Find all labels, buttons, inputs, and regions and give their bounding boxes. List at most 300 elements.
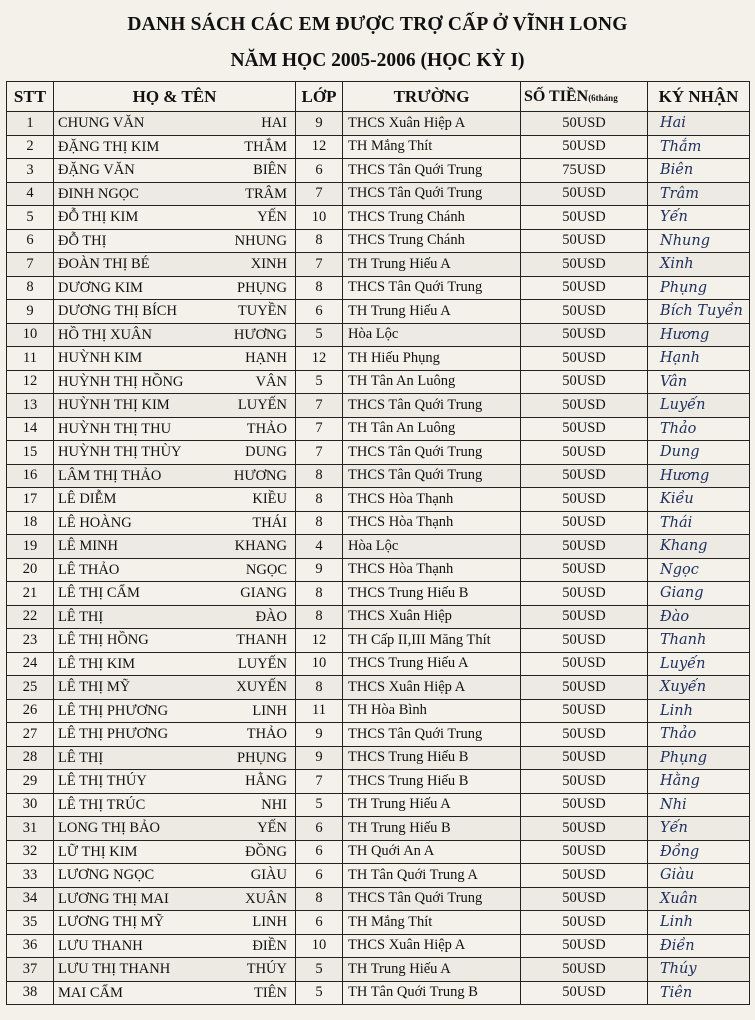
cell-school: TH Mắng Thít — [343, 135, 521, 159]
table-row — [7, 981, 750, 1005]
cell-stt: 19 — [7, 535, 54, 559]
cell-stt: 32 — [7, 840, 54, 864]
cell-grade: 9 — [296, 112, 343, 136]
name-first-part: LÊ HOÀNG — [58, 514, 132, 531]
name-first-part: LỮ THỊ KIM — [58, 843, 138, 860]
cell-signature: Thảo — [648, 417, 750, 441]
name-first-part: LÊ THỊ — [58, 608, 104, 625]
table-row — [7, 441, 750, 465]
cell-money: 50USD — [521, 112, 648, 136]
table-row — [7, 135, 750, 159]
cell-grade: 7 — [296, 770, 343, 794]
cell-signature: Nhung — [648, 229, 750, 253]
name-first-part: LƯƠNG NGỌC — [58, 867, 155, 883]
name-given: THANH — [236, 632, 287, 648]
cell-name — [54, 511, 296, 535]
cell-school: TH Trung Hiếu A — [343, 793, 521, 817]
cell-stt: 29 — [7, 770, 54, 794]
recipients-table — [6, 81, 750, 1005]
table-row — [7, 699, 750, 723]
table-row — [7, 535, 750, 559]
cell-money: 50USD — [521, 840, 648, 864]
header-money-label: SỐ TIỀN — [524, 87, 589, 105]
cell-stt: 2 — [7, 135, 54, 159]
cell-signature: Hằng — [648, 770, 750, 794]
cell-school: THCS Xuân Hiệp A — [343, 934, 521, 958]
cell-stt: 10 — [7, 323, 54, 347]
name-first-part: LÊ THỊ PHƯƠNG — [58, 702, 169, 719]
name-given: TRÂM — [245, 185, 287, 202]
cell-school: THCS Tân Quới Trung — [343, 159, 521, 183]
name-first-part: ĐINH NGỌC — [58, 185, 139, 202]
cell-money: 50USD — [521, 958, 648, 982]
name-first-part: LÊ THỊ CẨM — [58, 585, 140, 601]
cell-signature: Thảo — [648, 723, 750, 747]
cell-school: TH Tân Quới Trung B — [343, 981, 521, 1005]
cell-signature: Xinh — [648, 253, 750, 277]
name-first-part: HUỲNH KIM — [58, 350, 143, 366]
cell-school: THCS Xuân Hiệp A — [343, 676, 521, 700]
table-row — [7, 582, 750, 606]
name-given: PHỤNG — [237, 749, 287, 766]
name-first-part: LÊ MINH — [58, 538, 119, 554]
cell-stt: 31 — [7, 817, 54, 841]
cell-name — [54, 441, 296, 465]
cell-name — [54, 464, 296, 488]
cell-school: THCS Hòa Thạnh — [343, 511, 521, 535]
cell-stt: 34 — [7, 887, 54, 911]
cell-school: THCS Hòa Thạnh — [343, 558, 521, 582]
cell-grade: 8 — [296, 887, 343, 911]
cell-grade: 10 — [296, 652, 343, 676]
table-row — [7, 558, 750, 582]
cell-money: 50USD — [521, 652, 648, 676]
cell-stt: 38 — [7, 981, 54, 1005]
cell-money: 50USD — [521, 370, 648, 394]
cell-grade: 8 — [296, 229, 343, 253]
cell-money: 50USD — [521, 417, 648, 441]
cell-school: THCS Tân Quới Trung — [343, 464, 521, 488]
cell-grade: 6 — [296, 817, 343, 841]
cell-signature: Thanh — [648, 629, 750, 653]
table-row — [7, 605, 750, 629]
name-first-part: DƯƠNG THỊ BÍCH — [58, 303, 177, 319]
cell-signature: Đồng — [648, 840, 750, 864]
cell-grade: 8 — [296, 605, 343, 629]
cell-signature: Biên — [648, 159, 750, 183]
name-first-part: ĐẶNG THỊ KIM — [58, 138, 160, 155]
cell-signature: Điền — [648, 934, 750, 958]
cell-stt: 15 — [7, 441, 54, 465]
table-row — [7, 370, 750, 394]
cell-name — [54, 558, 296, 582]
cell-stt: 30 — [7, 793, 54, 817]
cell-signature: Hai — [648, 112, 750, 136]
cell-name — [54, 793, 296, 817]
cell-money: 50USD — [521, 558, 648, 582]
cell-name — [54, 934, 296, 958]
cell-name — [54, 746, 296, 770]
cell-grade: 12 — [296, 629, 343, 653]
header-grade: LỚP — [296, 82, 343, 112]
cell-signature: Xuyến — [648, 676, 750, 700]
cell-stt: 22 — [7, 605, 54, 629]
cell-money: 50USD — [521, 723, 648, 747]
cell-grade: 11 — [296, 699, 343, 723]
cell-stt: 35 — [7, 911, 54, 935]
name-given: YẾN — [257, 209, 287, 225]
cell-signature: Luyến — [648, 652, 750, 676]
cell-grade: 9 — [296, 746, 343, 770]
name-first-part: LÊ THỊ KIM — [58, 655, 136, 672]
document-subtitle: NĂM HỌC 2005-2006 (HỌC KỲ I) — [230, 50, 525, 71]
cell-stt: 24 — [7, 652, 54, 676]
header-school: TRƯỜNG — [343, 82, 521, 112]
name-first-part: MAI CẨM — [58, 984, 123, 1001]
cell-school: THCS Tân Quới Trung — [343, 182, 521, 206]
name-given: LUYẾN — [237, 655, 287, 672]
cell-school: TH Hiếu Phụng — [343, 347, 521, 371]
table-row — [7, 840, 750, 864]
cell-school: TH Trung Hiếu B — [343, 817, 521, 841]
name-first-part: HUỲNH THỊ KIM — [58, 397, 170, 413]
cell-grade: 9 — [296, 723, 343, 747]
cell-grade: 6 — [296, 300, 343, 324]
cell-name — [54, 370, 296, 394]
name-given: LINH — [252, 702, 287, 719]
name-first-part: LƯU THANH — [58, 937, 143, 954]
table-row — [7, 864, 750, 888]
cell-signature: Thái — [648, 511, 750, 535]
name-first-part: HUỲNH THỊ HỒNG — [58, 373, 184, 390]
table-row — [7, 911, 750, 935]
cell-school: TH Tân An Luông — [343, 417, 521, 441]
name-first-part: LÊ THỊ HỒNG — [58, 632, 149, 648]
cell-stt: 28 — [7, 746, 54, 770]
name-given: THÁI — [252, 514, 287, 531]
cell-name — [54, 887, 296, 911]
name-given: HẰNG — [245, 773, 287, 789]
cell-school: TH Tân Quới Trung A — [343, 864, 521, 888]
cell-money: 50USD — [521, 911, 648, 935]
cell-stt: 18 — [7, 511, 54, 535]
cell-grade: 8 — [296, 676, 343, 700]
cell-stt: 23 — [7, 629, 54, 653]
cell-name — [54, 488, 296, 512]
name-given: LUYẾN — [237, 397, 287, 413]
cell-signature: Khang — [648, 535, 750, 559]
cell-stt: 4 — [7, 182, 54, 206]
cell-money: 50USD — [521, 323, 648, 347]
cell-school: THCS Trung Hiếu B — [343, 582, 521, 606]
name-given: THẢO — [246, 420, 287, 437]
cell-name — [54, 253, 296, 277]
name-first-part: LƯU THỊ THANH — [58, 961, 171, 977]
cell-grade: 5 — [296, 370, 343, 394]
name-given: XUYẾN — [236, 679, 287, 695]
cell-grade: 7 — [296, 253, 343, 277]
cell-money: 50USD — [521, 300, 648, 324]
cell-signature: Bích Tuyền — [648, 300, 750, 324]
cell-signature: Ngọc — [648, 558, 750, 582]
name-given: VÂN — [255, 373, 287, 390]
cell-money: 50USD — [521, 441, 648, 465]
cell-school: THCS Xuân Hiệp — [343, 605, 521, 629]
cell-money: 50USD — [521, 135, 648, 159]
cell-name — [54, 300, 296, 324]
cell-money: 50USD — [521, 182, 648, 206]
cell-school: TH Trung Hiếu A — [343, 253, 521, 277]
cell-stt: 12 — [7, 370, 54, 394]
cell-school: THCS Tân Quới Trung — [343, 276, 521, 300]
table-row — [7, 229, 750, 253]
table-row — [7, 417, 750, 441]
cell-signature: Linh — [648, 699, 750, 723]
cell-grade: 7 — [296, 441, 343, 465]
cell-stt: 16 — [7, 464, 54, 488]
cell-grade: 12 — [296, 135, 343, 159]
cell-stt: 7 — [7, 253, 54, 277]
name-first-part: LÊ THỊ — [58, 749, 104, 766]
name-first-part: HUỲNH THỊ THU — [58, 420, 172, 437]
table-row — [7, 958, 750, 982]
cell-stt: 27 — [7, 723, 54, 747]
cell-grade: 8 — [296, 276, 343, 300]
cell-grade: 6 — [296, 911, 343, 935]
cell-school: Hòa Lộc — [343, 323, 521, 347]
cell-school: THCS Tân Quới Trung — [343, 887, 521, 911]
cell-school: THCS Trung Hiếu B — [343, 770, 521, 794]
name-first-part: LÊ THẢO — [58, 561, 120, 578]
cell-money: 50USD — [521, 605, 648, 629]
table-row — [7, 464, 750, 488]
cell-stt: 14 — [7, 417, 54, 441]
cell-money: 50USD — [521, 347, 648, 371]
cell-money: 50USD — [521, 206, 648, 230]
cell-stt: 3 — [7, 159, 54, 183]
cell-money: 50USD — [521, 934, 648, 958]
cell-signature: Luyến — [648, 394, 750, 418]
cell-name — [54, 112, 296, 136]
cell-school: THCS Trung Chánh — [343, 229, 521, 253]
cell-stt: 33 — [7, 864, 54, 888]
cell-stt: 26 — [7, 699, 54, 723]
name-given: ĐIỀN — [252, 937, 287, 954]
cell-stt: 6 — [7, 229, 54, 253]
cell-school: TH Trung Hiếu A — [343, 958, 521, 982]
cell-money: 50USD — [521, 699, 648, 723]
cell-signature: Linh — [648, 911, 750, 935]
name-first-part: ĐỖ THỊ KIM — [58, 209, 139, 225]
cell-stt: 21 — [7, 582, 54, 606]
cell-name — [54, 229, 296, 253]
cell-money: 50USD — [521, 276, 648, 300]
table-row — [7, 323, 750, 347]
name-first-part: LÂM THỊ THẢO — [58, 467, 162, 484]
cell-signature: Hương — [648, 323, 750, 347]
name-given: GIÀU — [250, 867, 287, 883]
cell-grade: 6 — [296, 840, 343, 864]
cell-name — [54, 206, 296, 230]
table-row — [7, 770, 750, 794]
cell-money: 50USD — [521, 864, 648, 888]
name-first-part: ĐẶNG VĂN — [58, 162, 135, 178]
header-money — [521, 82, 648, 112]
cell-signature: Yến — [648, 817, 750, 841]
cell-name — [54, 323, 296, 347]
name-first-part: HUỲNH THỊ THÙY — [58, 444, 182, 460]
cell-money: 50USD — [521, 511, 648, 535]
cell-name — [54, 817, 296, 841]
cell-stt: 36 — [7, 934, 54, 958]
cell-grade: 8 — [296, 511, 343, 535]
cell-school: TH Hòa Bình — [343, 699, 521, 723]
cell-money: 50USD — [521, 793, 648, 817]
cell-school: THCS Tân Quới Trung — [343, 394, 521, 418]
cell-grade: 6 — [296, 864, 343, 888]
cell-stt: 11 — [7, 347, 54, 371]
cell-signature: Tiên — [648, 981, 750, 1005]
table-row — [7, 253, 750, 277]
name-given: HƯƠNG — [233, 326, 287, 343]
table-row — [7, 652, 750, 676]
cell-stt: 37 — [7, 958, 54, 982]
cell-grade: 9 — [296, 558, 343, 582]
name-first-part: HỒ THỊ XUÂN — [58, 326, 152, 343]
cell-school: TH Cấp II,III Măng Thít — [343, 629, 521, 653]
header-stt: STT — [7, 82, 54, 112]
cell-name — [54, 911, 296, 935]
cell-stt: 1 — [7, 112, 54, 136]
table-row — [7, 300, 750, 324]
cell-stt: 9 — [7, 300, 54, 324]
cell-grade: 5 — [296, 793, 343, 817]
name-given: DUNG — [245, 444, 287, 460]
cell-grade: 5 — [296, 958, 343, 982]
cell-grade: 10 — [296, 206, 343, 230]
cell-name — [54, 864, 296, 888]
cell-grade: 7 — [296, 417, 343, 441]
table-row — [7, 817, 750, 841]
cell-grade: 6 — [296, 159, 343, 183]
cell-name — [54, 605, 296, 629]
cell-stt: 5 — [7, 206, 54, 230]
name-first-part: LƯƠNG THỊ MAI — [58, 890, 169, 907]
cell-school: TH Quới An A — [343, 840, 521, 864]
cell-money: 50USD — [521, 582, 648, 606]
name-first-part: LÊ THỊ MỸ — [58, 679, 131, 695]
cell-signature: Trâm — [648, 182, 750, 206]
cell-name — [54, 159, 296, 183]
cell-grade: 7 — [296, 394, 343, 418]
cell-name — [54, 652, 296, 676]
name-given: NHI — [261, 796, 287, 813]
cell-name — [54, 182, 296, 206]
cell-school: THCS Trung Chánh — [343, 206, 521, 230]
cell-school: Hòa Lộc — [343, 535, 521, 559]
cell-signature: Phụng — [648, 276, 750, 300]
cell-signature: Vân — [648, 370, 750, 394]
cell-stt: 25 — [7, 676, 54, 700]
name-given: THẮM — [244, 138, 287, 155]
cell-money: 50USD — [521, 535, 648, 559]
cell-name — [54, 723, 296, 747]
cell-money: 50USD — [521, 676, 648, 700]
cell-money: 50USD — [521, 488, 648, 512]
cell-signature: Kiều — [648, 488, 750, 512]
cell-name — [54, 394, 296, 418]
cell-school: THCS Hòa Thạnh — [343, 488, 521, 512]
cell-signature: Yến — [648, 206, 750, 230]
cell-school: TH Trung Hiếu A — [343, 300, 521, 324]
cell-signature: Giang — [648, 582, 750, 606]
name-given: THÚY — [246, 961, 287, 977]
cell-grade: 8 — [296, 582, 343, 606]
table-row — [7, 676, 750, 700]
table-row — [7, 182, 750, 206]
cell-money: 50USD — [521, 253, 648, 277]
name-given: YẾN — [257, 820, 287, 836]
cell-grade: 5 — [296, 981, 343, 1005]
cell-grade: 5 — [296, 323, 343, 347]
name-given: TUYỀN — [237, 303, 287, 319]
cell-stt: 8 — [7, 276, 54, 300]
name-given: THẢO — [246, 726, 287, 742]
cell-money: 50USD — [521, 464, 648, 488]
cell-name — [54, 417, 296, 441]
header-money-note: (6tháng — [588, 92, 618, 103]
table-row — [7, 746, 750, 770]
cell-money: 50USD — [521, 887, 648, 911]
cell-name — [54, 535, 296, 559]
name-given: BIÊN — [253, 162, 287, 178]
table-row — [7, 934, 750, 958]
cell-name — [54, 981, 296, 1005]
table-row — [7, 347, 750, 371]
cell-stt: 17 — [7, 488, 54, 512]
cell-grade: 7 — [296, 182, 343, 206]
cell-name — [54, 699, 296, 723]
name-given: ĐÀO — [255, 608, 287, 625]
cell-grade: 8 — [296, 488, 343, 512]
table-row — [7, 488, 750, 512]
name-given: GIANG — [240, 585, 287, 601]
cell-money: 50USD — [521, 770, 648, 794]
name-first-part: LONG THỊ BẢO — [58, 820, 161, 836]
cell-money: 75USD — [521, 159, 648, 183]
cell-name — [54, 770, 296, 794]
cell-signature: Phụng — [648, 746, 750, 770]
cell-signature: Giàu — [648, 864, 750, 888]
name-first-part: LƯƠNG THỊ MỸ — [58, 914, 165, 930]
table-row — [7, 394, 750, 418]
cell-money: 50USD — [521, 229, 648, 253]
table-row — [7, 112, 750, 136]
cell-signature: Nhi — [648, 793, 750, 817]
cell-name — [54, 276, 296, 300]
cell-signature: Xuân — [648, 887, 750, 911]
cell-school: THCS Tân Quới Trung — [343, 723, 521, 747]
table-row — [7, 206, 750, 230]
cell-grade: 12 — [296, 347, 343, 371]
table-row — [7, 276, 750, 300]
cell-money: 50USD — [521, 394, 648, 418]
table-row — [7, 159, 750, 183]
cell-signature: Đào — [648, 605, 750, 629]
cell-school: THCS Xuân Hiệp A — [343, 112, 521, 136]
name-given: TIÊN — [253, 984, 287, 1001]
name-given: PHỤNG — [237, 279, 287, 296]
